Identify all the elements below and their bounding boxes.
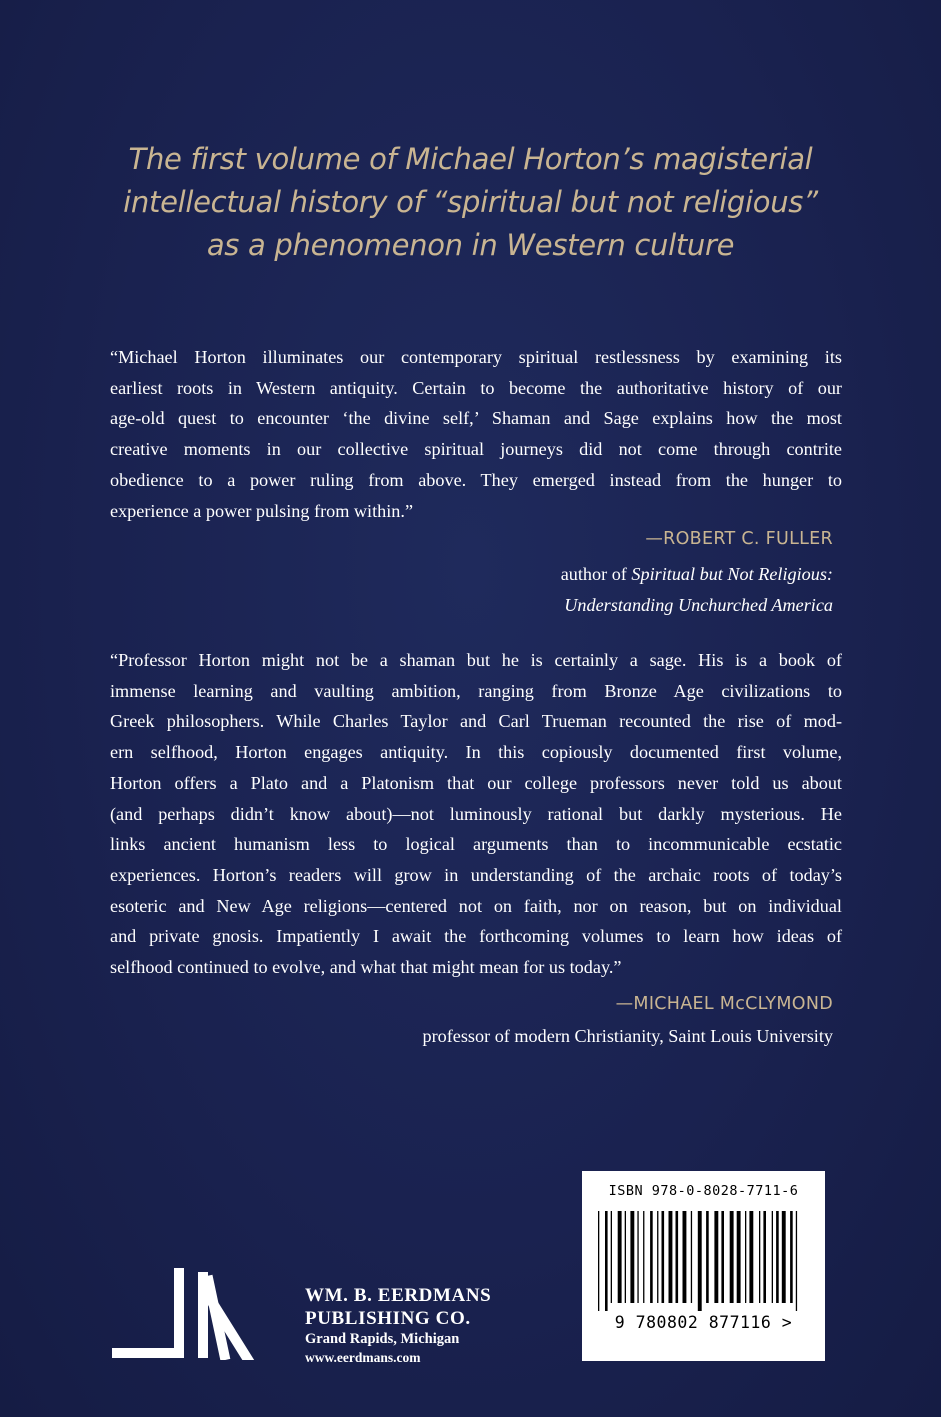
barcode-bar <box>749 1211 753 1303</box>
quote-line: earliest roots in Western antiquity. Certain to become the authoritative history of our <box>110 377 842 398</box>
publisher-name: WM. B. EERDMANS <box>305 1285 492 1306</box>
barcode-bar <box>698 1211 702 1311</box>
barcode-bar <box>643 1211 644 1303</box>
barcode-bar <box>605 1211 608 1311</box>
barcode-bar <box>790 1211 793 1303</box>
endorser-role <box>561 559 833 620</box>
barcode-bar <box>691 1211 692 1303</box>
publisher-url: www.eerdmans.com <box>305 1350 421 1365</box>
tagline <box>60 138 881 267</box>
barcode-bar <box>611 1211 612 1303</box>
book-title: Understanding Unchurched America <box>564 594 833 615</box>
tagline-line: intellectual history of “spiritual but not religious” <box>123 185 818 219</box>
tagline-line: The first volume of Michael Horton’s magisterial <box>128 142 813 176</box>
quote-line: and private gnosis. Impatiently I await the forthcoming volumes to learn how ideas of <box>110 926 842 947</box>
barcode-bar <box>706 1211 709 1303</box>
barcode-bar <box>618 1211 622 1303</box>
quote-line: selfhood continued to evolve, and what that might mean for us today.” <box>110 957 622 978</box>
barcode-bar <box>630 1211 634 1303</box>
barcode-bar <box>662 1211 665 1303</box>
quote-line: experiences. Horton’s readers will grow in understanding of the archaic roots of today’s <box>110 864 842 885</box>
barcode-bar <box>669 1211 673 1303</box>
barcode-bar <box>759 1211 760 1303</box>
barcode-icon <box>594 1211 813 1311</box>
isbn-barcode-box <box>582 1171 825 1361</box>
endorser-name: —ROBERT C. FULLER <box>645 529 833 549</box>
barcode-bar <box>637 1211 638 1303</box>
barcode-bar <box>763 1211 766 1303</box>
tagline-line: as a phenomenon in Western culture <box>206 228 735 262</box>
quote-line: obedience to a power ruling from above. They emerged instead from the hunger to <box>110 469 842 490</box>
quote-line: immense learning and vaulting ambition, ranging from Bronze Age civilizations to <box>110 680 842 701</box>
publisher-name: PUBLISHING CO. <box>305 1308 471 1329</box>
barcode-bar <box>683 1211 687 1303</box>
barcode-digits: 9 780802 877116 > <box>614 1313 793 1332</box>
quote-line: Horton offers a Plato and a Platonism that our college professors never told us about <box>110 772 842 793</box>
book-title: Spiritual but Not Religious: <box>631 564 833 584</box>
barcode-bar <box>782 1211 786 1303</box>
quote-line: “Michael Horton illuminates our contemporary spiritual restlessness by examining its <box>110 347 842 367</box>
endorsement-quote-mcclymond <box>110 645 842 983</box>
barcode-bar <box>745 1211 746 1303</box>
barcode-bar <box>730 1211 734 1303</box>
quote-line: links ancient humanism less to logical arguments than to incommunicable ecstatic <box>110 834 842 855</box>
endorser-name: —MICHAEL McCLYMOND <box>615 994 833 1014</box>
quote-line: ern selfhood, Horton engages antiquity. In this copiously documented first volume, <box>110 742 842 763</box>
publisher-city: Grand Rapids, Michigan <box>305 1331 460 1347</box>
quote-line: esoteric and New Age religions—centered not on faith, nor on reason, but on individual <box>110 895 842 916</box>
barcode-bar <box>625 1211 626 1303</box>
quote-line: “Professor Horton might not be a shaman but he is certainly a sage. His is a book of <box>110 650 842 670</box>
barcode-bar <box>714 1211 718 1303</box>
barcode-bar <box>657 1211 658 1303</box>
barcode-bar <box>796 1211 797 1311</box>
publisher-imprint <box>305 1284 491 1366</box>
quote-line: experience a power pulsing from within.” <box>110 500 414 521</box>
quote-line: Greek philosophers. While Charles Taylor and Carl Trueman recounted the rise of mod- <box>110 711 842 732</box>
barcode-bar <box>721 1211 724 1303</box>
endorsement-quote-fuller <box>110 342 842 526</box>
quote-line: age-old quest to encounter ‘the divine self,’ Shaman and Sage explains how the most <box>110 408 842 429</box>
role-prefix: author of <box>560 564 632 584</box>
quote-line: (and perhaps didn’t know about)—not luminously rational but darkly mysterious. He <box>110 803 842 824</box>
barcode-bar <box>676 1211 679 1303</box>
isbn-label: ISBN 978-0-8028-7711-6 <box>608 1183 799 1199</box>
barcode-bar <box>737 1211 741 1303</box>
endorser-role: professor of modern Christianity, Saint Louis University <box>422 1026 833 1046</box>
barcode-bar <box>772 1211 773 1303</box>
publisher-logo-icon <box>112 1268 292 1360</box>
barcode-bar <box>776 1211 779 1303</box>
quote-line: creative moments in our collective spiritual journeys did not come through contrite <box>110 439 842 460</box>
barcode-bar <box>650 1211 653 1303</box>
barcode-bar <box>598 1211 599 1311</box>
